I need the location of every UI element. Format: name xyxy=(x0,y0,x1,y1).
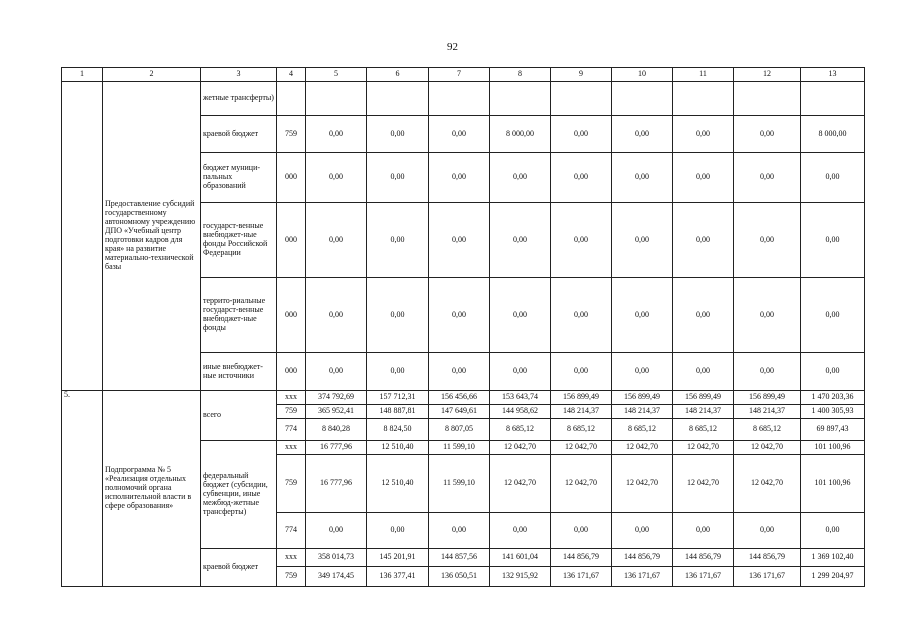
value-cell: 0,00 xyxy=(367,513,429,549)
value-cell: 69 897,43 xyxy=(801,419,865,441)
budget-code: 759 xyxy=(277,116,306,153)
column-header: 12 xyxy=(734,68,801,82)
value-cell: 12 042,70 xyxy=(673,455,734,513)
column-header: 13 xyxy=(801,68,865,82)
value-cell: 136 050,51 xyxy=(429,567,490,587)
value-cell: 156 899,49 xyxy=(612,391,673,405)
funding-source-label: иные внебюджет-ные источники xyxy=(201,353,277,391)
value-cell: 148 214,37 xyxy=(551,405,612,419)
value-cell: 12 510,40 xyxy=(367,441,429,455)
value-cell: 8 000,00 xyxy=(801,116,865,153)
value-cell xyxy=(801,82,865,116)
value-cell: 101 100,96 xyxy=(801,441,865,455)
table-row xyxy=(62,391,865,405)
value-cell: 16 777,96 xyxy=(306,441,367,455)
value-cell: 156 899,49 xyxy=(551,391,612,405)
value-cell: 0,00 xyxy=(490,513,551,549)
column-header: 5 xyxy=(306,68,367,82)
value-cell xyxy=(551,82,612,116)
value-cell: 141 601,04 xyxy=(490,549,551,567)
value-cell xyxy=(429,82,490,116)
budget-table xyxy=(61,67,865,587)
value-cell: 136 377,41 xyxy=(367,567,429,587)
value-cell: 8 685,12 xyxy=(490,419,551,441)
value-cell: 0,00 xyxy=(673,278,734,353)
value-cell: 0,00 xyxy=(801,353,865,391)
value-cell: 148 214,37 xyxy=(734,405,801,419)
value-cell: 1 470 203,36 xyxy=(801,391,865,405)
value-cell: 156 456,66 xyxy=(429,391,490,405)
value-cell: 12 042,70 xyxy=(734,441,801,455)
column-header: 1 xyxy=(62,68,103,82)
funding-source-label: краевой бюджет xyxy=(201,116,277,153)
funding-source-label: всего xyxy=(201,391,277,441)
column-header: 6 xyxy=(367,68,429,82)
value-cell: 153 643,74 xyxy=(490,391,551,405)
value-cell: 11 599,10 xyxy=(429,441,490,455)
value-cell: 0,00 xyxy=(490,353,551,391)
value-cell xyxy=(734,82,801,116)
value-cell: 1 369 102,40 xyxy=(801,549,865,567)
value-cell: 0,00 xyxy=(612,353,673,391)
budget-code: ххх xyxy=(277,441,306,455)
value-cell: 0,00 xyxy=(490,203,551,278)
value-cell: 0,00 xyxy=(367,203,429,278)
budget-code: 000 xyxy=(277,203,306,278)
value-cell: 0,00 xyxy=(551,116,612,153)
budget-code: ххх xyxy=(277,549,306,567)
value-cell: 0,00 xyxy=(612,116,673,153)
budget-code: 759 xyxy=(277,405,306,419)
value-cell: 1 299 204,97 xyxy=(801,567,865,587)
value-cell: 12 042,70 xyxy=(490,455,551,513)
value-cell: 0,00 xyxy=(306,116,367,153)
funding-source-label: жетные трансферты) xyxy=(201,82,277,116)
value-cell: 8 685,12 xyxy=(734,419,801,441)
value-cell: 0,00 xyxy=(551,153,612,203)
value-cell: 8 685,12 xyxy=(551,419,612,441)
column-header: 4 xyxy=(277,68,306,82)
budget-code: 000 xyxy=(277,278,306,353)
value-cell: 0,00 xyxy=(429,153,490,203)
value-cell: 0,00 xyxy=(429,278,490,353)
column-header: 10 xyxy=(612,68,673,82)
value-cell: 0,00 xyxy=(612,513,673,549)
value-cell: 0,00 xyxy=(367,116,429,153)
value-cell: 0,00 xyxy=(612,153,673,203)
value-cell: 8 840,28 xyxy=(306,419,367,441)
value-cell: 358 014,73 xyxy=(306,549,367,567)
budget-code xyxy=(277,82,306,116)
value-cell: 8 824,50 xyxy=(367,419,429,441)
value-cell: 0,00 xyxy=(306,513,367,549)
value-cell: 0,00 xyxy=(429,116,490,153)
value-cell: 156 899,49 xyxy=(673,391,734,405)
budget-code: 759 xyxy=(277,455,306,513)
column-header: 8 xyxy=(490,68,551,82)
value-cell: 12 042,70 xyxy=(612,441,673,455)
value-cell: 1 400 305,93 xyxy=(801,405,865,419)
row-number-cell: 5. xyxy=(62,391,103,587)
program-description: Предоставление субсидий государственному автономному учреждению ДПО «Учебный центр подготовки кадров для края» на развитие материально-технической базы xyxy=(103,82,201,391)
value-cell: 0,00 xyxy=(734,513,801,549)
value-cell: 12 042,70 xyxy=(612,455,673,513)
value-cell: 0,00 xyxy=(429,203,490,278)
subprogram-description: Подпрограмма № 5 «Реализация отдельных полномочий органа исполнительной власти в сфере образования» xyxy=(103,391,201,587)
value-cell: 144 856,79 xyxy=(612,549,673,567)
value-cell xyxy=(306,82,367,116)
value-cell: 157 712,31 xyxy=(367,391,429,405)
value-cell: 0,00 xyxy=(734,353,801,391)
column-header: 11 xyxy=(673,68,734,82)
value-cell: 0,00 xyxy=(801,513,865,549)
column-header: 9 xyxy=(551,68,612,82)
value-cell: 148 214,37 xyxy=(673,405,734,419)
value-cell: 0,00 xyxy=(551,278,612,353)
budget-code: 000 xyxy=(277,153,306,203)
value-cell: 12 042,70 xyxy=(490,441,551,455)
value-cell xyxy=(612,82,673,116)
funding-source-label: краевой бюджет xyxy=(201,549,277,587)
value-cell: 8 685,12 xyxy=(612,419,673,441)
value-cell: 0,00 xyxy=(673,353,734,391)
value-cell xyxy=(367,82,429,116)
value-cell xyxy=(673,82,734,116)
value-cell: 144 856,79 xyxy=(551,549,612,567)
budget-code: ххх xyxy=(277,391,306,405)
value-cell: 0,00 xyxy=(612,203,673,278)
value-cell: 0,00 xyxy=(551,353,612,391)
value-cell: 0,00 xyxy=(801,153,865,203)
value-cell: 0,00 xyxy=(801,278,865,353)
value-cell: 8 685,12 xyxy=(673,419,734,441)
value-cell: 0,00 xyxy=(490,153,551,203)
value-cell: 0,00 xyxy=(306,203,367,278)
value-cell: 144 856,79 xyxy=(734,549,801,567)
value-cell: 0,00 xyxy=(673,153,734,203)
value-cell: 144 857,56 xyxy=(429,549,490,567)
funding-source-label: федеральный бюджет (субсидии, субвенции, иные межбюд-жетные трансферты) xyxy=(201,441,277,549)
value-cell: 136 171,67 xyxy=(551,567,612,587)
value-cell: 0,00 xyxy=(673,116,734,153)
funding-source-label: государст-венные внебюджет-ные фонды Российской Федерации xyxy=(201,203,277,278)
value-cell: 0,00 xyxy=(551,203,612,278)
value-cell: 136 171,67 xyxy=(734,567,801,587)
value-cell: 145 201,91 xyxy=(367,549,429,567)
value-cell: 0,00 xyxy=(490,278,551,353)
value-cell: 132 915,92 xyxy=(490,567,551,587)
value-cell: 0,00 xyxy=(801,203,865,278)
value-cell: 12 042,70 xyxy=(551,455,612,513)
value-cell: 349 174,45 xyxy=(306,567,367,587)
value-cell: 144 856,79 xyxy=(673,549,734,567)
value-cell: 0,00 xyxy=(673,203,734,278)
page-number: 92 xyxy=(447,41,458,53)
funding-source-label: бюджет муници-пальных образований xyxy=(201,153,277,203)
value-cell: 12 042,70 xyxy=(551,441,612,455)
value-cell: 0,00 xyxy=(367,353,429,391)
value-cell: 0,00 xyxy=(429,353,490,391)
value-cell: 0,00 xyxy=(306,278,367,353)
value-cell: 0,00 xyxy=(734,116,801,153)
value-cell: 148 887,81 xyxy=(367,405,429,419)
value-cell: 374 792,69 xyxy=(306,391,367,405)
column-header: 2 xyxy=(103,68,201,82)
value-cell: 365 952,41 xyxy=(306,405,367,419)
header-row xyxy=(62,68,865,82)
funding-source-label: террито-риальные государст-венные внебюджет-ные фонды xyxy=(201,278,277,353)
value-cell: 0,00 xyxy=(612,278,673,353)
row-number-cell xyxy=(62,82,103,391)
budget-code: 774 xyxy=(277,419,306,441)
value-cell: 0,00 xyxy=(306,353,367,391)
value-cell: 0,00 xyxy=(306,153,367,203)
value-cell: 144 958,62 xyxy=(490,405,551,419)
value-cell: 0,00 xyxy=(429,513,490,549)
table-row xyxy=(62,82,865,116)
column-header: 7 xyxy=(429,68,490,82)
value-cell: 0,00 xyxy=(734,278,801,353)
value-cell: 16 777,96 xyxy=(306,455,367,513)
value-cell: 12 042,70 xyxy=(673,441,734,455)
value-cell: 0,00 xyxy=(551,513,612,549)
value-cell: 0,00 xyxy=(734,153,801,203)
value-cell: 0,00 xyxy=(734,203,801,278)
value-cell: 12 510,40 xyxy=(367,455,429,513)
value-cell: 12 042,70 xyxy=(734,455,801,513)
value-cell: 136 171,67 xyxy=(673,567,734,587)
value-cell: 148 214,37 xyxy=(612,405,673,419)
value-cell: 0,00 xyxy=(367,153,429,203)
value-cell: 0,00 xyxy=(673,513,734,549)
value-cell: 156 899,49 xyxy=(734,391,801,405)
value-cell: 0,00 xyxy=(367,278,429,353)
budget-code: 000 xyxy=(277,353,306,391)
budget-code: 759 xyxy=(277,567,306,587)
budget-code: 774 xyxy=(277,513,306,549)
value-cell: 8 807,05 xyxy=(429,419,490,441)
column-header: 3 xyxy=(201,68,277,82)
value-cell: 8 000,00 xyxy=(490,116,551,153)
value-cell xyxy=(490,82,551,116)
value-cell: 136 171,67 xyxy=(612,567,673,587)
value-cell: 101 100,96 xyxy=(801,455,865,513)
value-cell: 11 599,10 xyxy=(429,455,490,513)
value-cell: 147 649,61 xyxy=(429,405,490,419)
